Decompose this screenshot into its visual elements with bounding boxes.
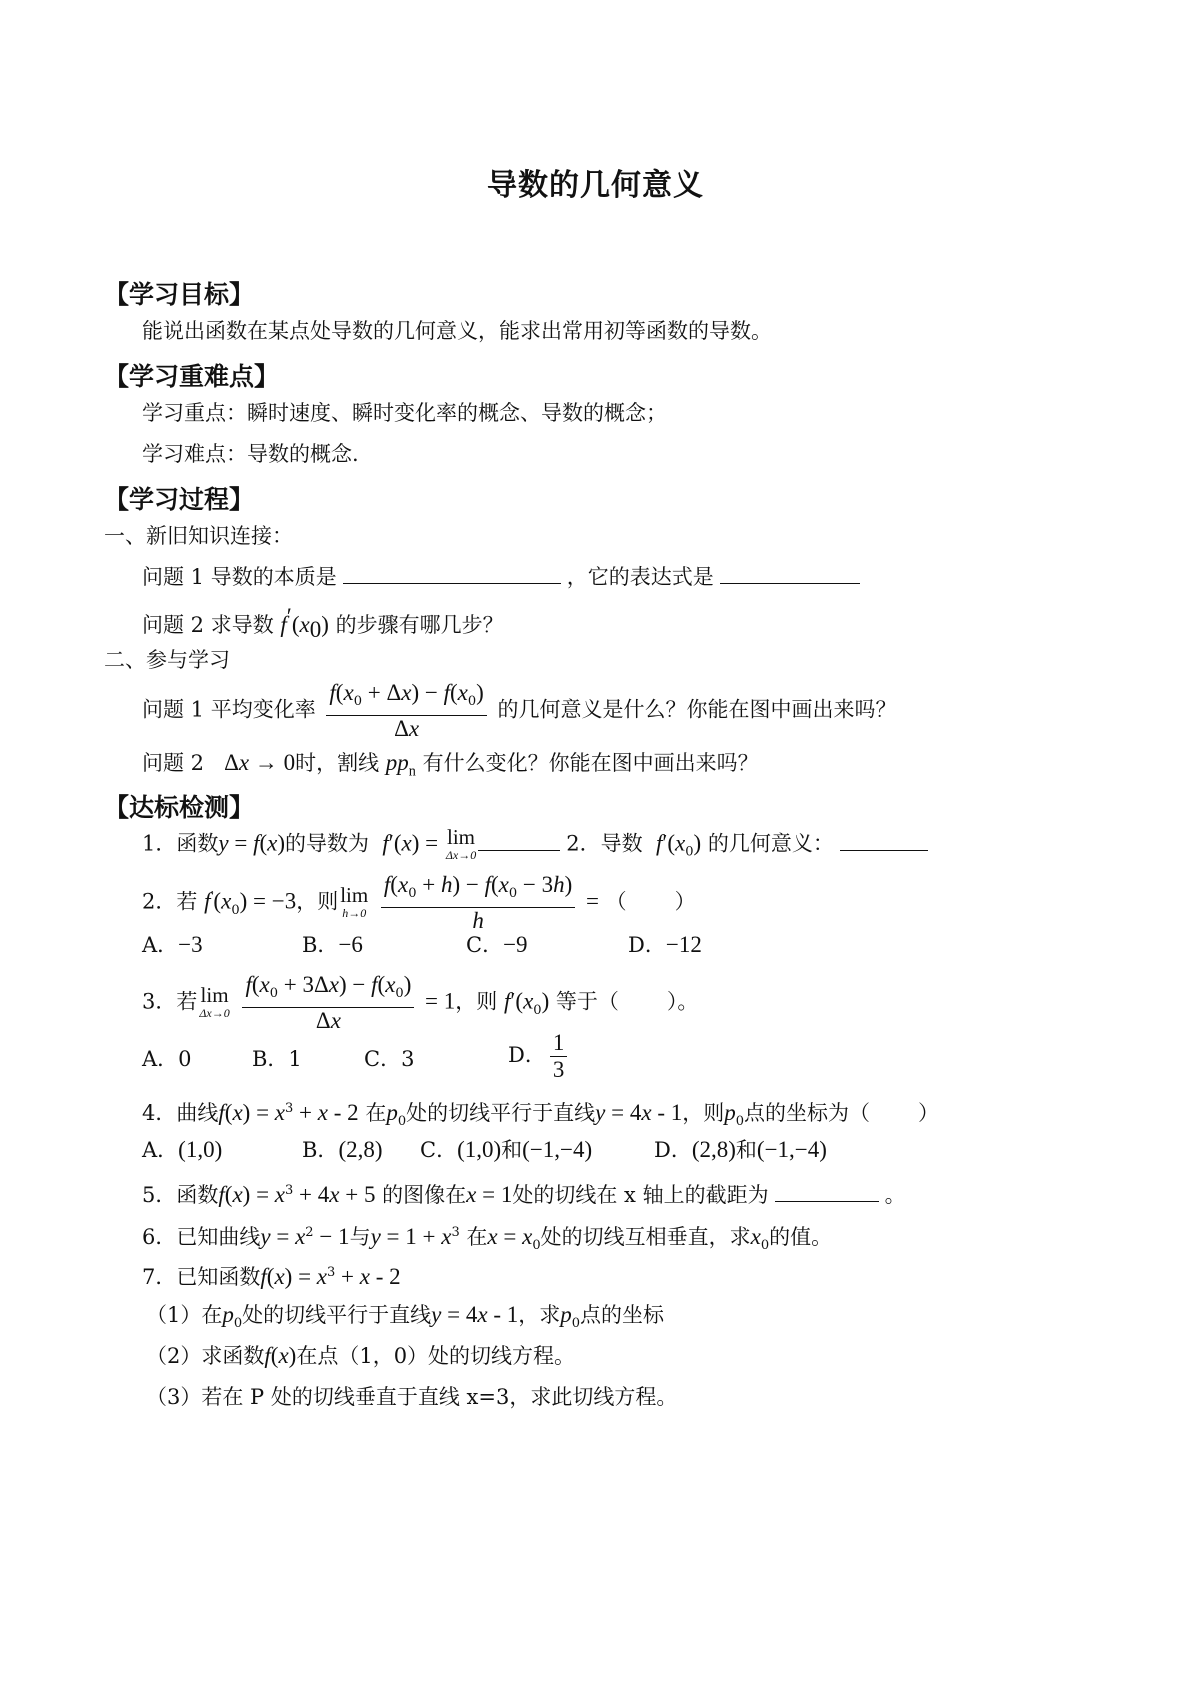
exercise-4: 4．曲线$f(x) = x^3 + x - 2$ 在$p_0$处的切线平行于直线y = 4x - 1，则$p_0$点的坐标为（ ） — [142, 1100, 940, 1130]
exercise-7-part-2: （2）求函数f(x)在点（1，0）处的切线方程。 — [146, 1343, 576, 1368]
exercise-2-option-d: D．−12 — [628, 932, 702, 957]
part-two-label: 二、参与学习 — [104, 648, 230, 672]
key-points-heading: 【学习重难点】 — [104, 362, 280, 391]
difficult-point-text: 学习难点：导数的概念. — [142, 442, 359, 466]
objectives-heading: 【学习目标】 — [104, 280, 255, 309]
exercise-3-option-d: D． $\frac{1}{3}$ — [508, 1030, 571, 1083]
exercise-6: 6．已知曲线$y = x^2 - 1$与$y = 1 + x^3$ 在$x = x_0$处的切线互相垂直，求$x_0$的值。 — [142, 1224, 833, 1254]
exercise-2-option-c: C．−9 — [466, 932, 528, 957]
exercise-3-option-c: C．3 — [364, 1047, 415, 1071]
exercise-5: 5．函数$f(x) = x^3 + 4x + 5$ 的图像在x = 1处的切线在 x 轴上的截距为 。 — [142, 1176, 906, 1210]
exercise-7: 7．已知函数$f(x) = x^3 + x - 2$ — [142, 1264, 401, 1289]
exercise-3-option-b: B．1 — [252, 1047, 302, 1071]
exercise-4-option-a: A．(1,0) — [142, 1137, 223, 1162]
key-point-text: 学习重点：瞬时速度、瞬时变化率的概念、导数的概念； — [142, 401, 667, 425]
exercise-7-part-3: （3）若在 P 处的切线垂直于直线 x=3，求此切线方程。 — [146, 1385, 678, 1409]
answer-blank[interactable] — [840, 828, 928, 851]
process-heading: 【学习过程】 — [104, 485, 255, 514]
question-average-rate: 问题 1 平均变化率 $\frac{f(x_0 + \Delta x) - f(x_0)}{\Delta x}$ 的几何意义是什么？你能在图中画出来吗？ — [142, 680, 897, 742]
question-secant-change: 问题 2 Δx → 0时，割线 $pp_n$ 有什么变化？你能在图中画出来吗？ — [142, 750, 759, 780]
exercise-1: 1．函数y = f(x)的导数为 f′(x) = lim Δx→0 2．导数 $f'(x_0)$ 的几何意义： — [142, 827, 934, 868]
exercise-3: 3．若 lim Δx→0 $\frac{f(x_0 + 3\Delta x) - f(x_0)}{\Delta x}$ = 1，则 $f'(x_0)$ 等于（ ）。 — [142, 972, 699, 1034]
exercise-4-option-d: D．(2,8)和(−1,−4) — [654, 1137, 827, 1162]
exercise-2-option-b: B．−6 — [302, 932, 363, 957]
exercise-4-option-b: B．(2,8) — [302, 1137, 383, 1162]
objectives-text: 能说出函数在某点处导数的几何意义，能求出常用初等函数的导数。 — [142, 319, 772, 343]
question-1-essence: 问题 1 导数的本质是 ，它的表达式是 — [142, 561, 866, 592]
exercise-3-option-a: A．0 — [142, 1047, 192, 1071]
exercise-7-part-1: （1）在$p_0$处的切线平行于直线y = 4x - 1，求$p_0$点的坐标 — [146, 1302, 665, 1332]
answer-blank[interactable] — [343, 561, 561, 584]
exercise-2: 2．若 $f'(x_0) = -3$，则 lim h→0 $\frac{f(x_0 + h) - f(x_0 - 3h)}{h}$ = （ ） — [142, 872, 696, 934]
answer-blank[interactable] — [720, 561, 860, 584]
test-heading: 【达标检测】 — [104, 793, 255, 822]
exercise-2-option-a: A．−3 — [142, 932, 203, 957]
exercise-4-option-c: C．(1,0)和(−1,−4) — [420, 1137, 593, 1162]
part-one-label: 一、新旧知识连接： — [104, 524, 293, 548]
answer-blank[interactable] — [478, 828, 560, 851]
answer-blank[interactable] — [775, 1179, 879, 1202]
question-2-steps: 问题 2 求导数 $f'(x_0)$ 的步骤有哪几步？ — [142, 604, 504, 643]
page-title: 导数的几何意义 — [487, 168, 704, 203]
